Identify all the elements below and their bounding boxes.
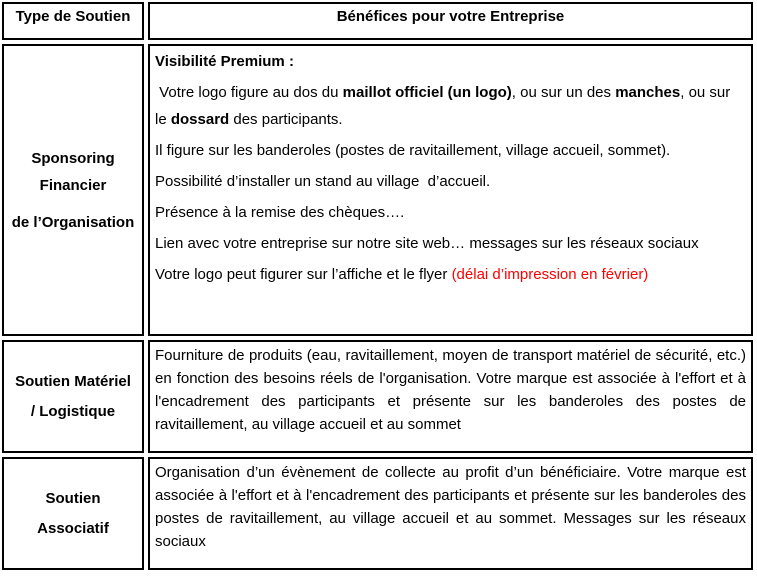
header-cell-type-de-soutien: Type de Soutien <box>2 2 144 40</box>
paragraph-stand-village: Possibilité d’installer un stand au village d’accueil. <box>155 173 491 190</box>
benefits-title-visibilite-premium: Visibilité Premium : <box>155 53 294 70</box>
red-note-delai-impression: (délai d’impression en février) <box>451 266 649 283</box>
text-run: , ou sur un des <box>511 84 616 101</box>
paragraph-affiche-flyer <box>155 261 746 288</box>
table-row-soutien-associatif <box>2 457 753 570</box>
bold-run-dossard: dossard <box>170 111 230 128</box>
header-cell-benefices: Bénéfices pour votre Entreprise <box>148 2 753 40</box>
paragraph-fourniture-produits: Fourniture de produits (eau, ravitaillement, moyen de transport matériel de sécurité, etc.) en fonction des besoins réels de l'organisation. Votre marque est associée à l'effort et à l'encadrement des participants et présente sur les banderoles des postes de ravitaillement, au village accueil et au sommet <box>155 347 746 433</box>
benefits-cell-sponsoring-financier <box>148 44 753 336</box>
type-label-line: / Logistique <box>30 402 116 420</box>
type-cell-soutien-associatif <box>2 457 144 570</box>
table-row-sponsoring-financier <box>2 44 753 336</box>
text-run: Votre logo figure au dos du <box>155 84 343 101</box>
type-cell-soutien-materiel <box>2 340 144 453</box>
benefits-cell-soutien-associatif <box>148 457 753 570</box>
type-label-line: Financier <box>39 176 107 194</box>
table-header-row <box>2 2 753 40</box>
type-label-line: Associatif <box>37 519 109 537</box>
type-cell-sponsoring-financier <box>2 44 144 336</box>
type-label-line: Soutien Matériel <box>15 372 131 390</box>
type-label-line: de l’Organisation <box>11 213 135 231</box>
table-row-soutien-materiel-logistique <box>2 340 753 453</box>
bold-run-manches: manches <box>615 84 681 101</box>
text-run: Votre logo peut figurer sur l’affiche et le flyer <box>155 266 452 283</box>
paragraph-banderoles: Il figure sur les banderoles (postes de ravitaillement, village accueil, sommet). <box>155 142 671 159</box>
type-label-line: Sponsoring <box>31 149 115 167</box>
text-run: , ou sur le <box>155 84 735 128</box>
bold-run-maillot-officiel: maillot officiel (un logo) <box>342 84 512 101</box>
paragraph-site-web: Lien avec votre entreprise sur notre site web… messages sur les réseaux sociaux <box>155 235 699 252</box>
paragraph-logo-placement <box>155 79 746 133</box>
paragraph-evenement-collecte: Organisation d’un évènement de collecte au profit d’un bénéficiaire. Votre marque est associée à l'effort et à l'encadrement des participants et présente sur les banderoles des postes de ravitaillement, au village accueil et au sommet. Messages sur les réseaux sociaux <box>155 464 746 550</box>
type-label-line: Soutien <box>45 489 101 507</box>
paragraph-remise-cheques: Présence à la remise des chèques…. <box>155 204 405 221</box>
benefits-cell-soutien-materiel <box>148 340 753 453</box>
text-run: des participants. <box>229 111 343 128</box>
